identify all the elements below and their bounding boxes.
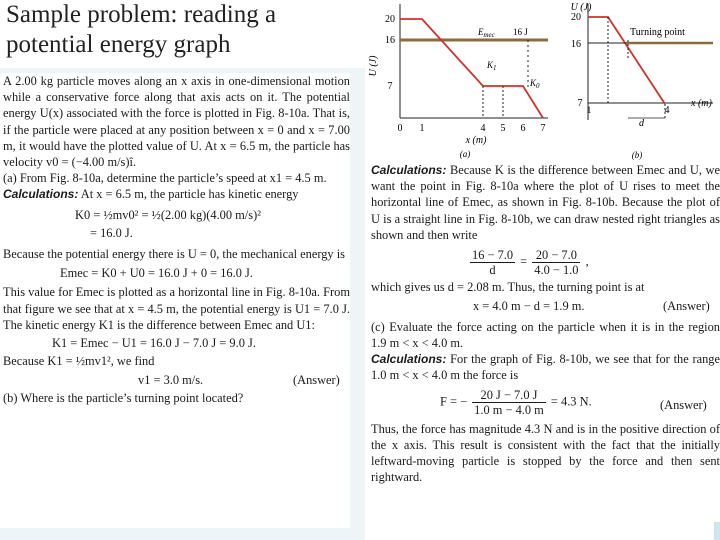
graph-a-ytick-16: 16 xyxy=(385,35,395,46)
equation-k0: K0 = ½mv0² = ½(2.00 kg)(4.00 m/s)² xyxy=(75,207,261,222)
title-line-2: potential energy graph xyxy=(6,31,231,58)
question-b: (b) Where is the particle’s turning point located? xyxy=(3,391,244,406)
slide-title xyxy=(6,0,276,60)
paragraph-force-range xyxy=(368,351,720,383)
paragraph-conclusion: Thus, the force has magnitude 4.3 N and is in the positive direction of the x axis. This result is consistent with the fact that the initially leftward-moving particle is stopped by the force and then sent rightward. xyxy=(371,421,720,485)
graph-b-turning-label: Turning point xyxy=(630,27,685,38)
calc-heading-c: Calculations: xyxy=(371,352,447,367)
graph-a-xtick-6: 6 xyxy=(520,123,526,134)
graph-a-xaxis: x (m) xyxy=(465,135,487,146)
paragraph-mechanical-energy: Because the potential energy there is U = 0, the mechanical energy is xyxy=(3,246,345,261)
calc-text-b: Because K is the difference between Emec and U, we want the point in Fig. 8-10a where the plot of U rises to meet the horizontal line of Emec, as shown in Fig. 8-10b. Because the plot of U is a straight line in Fig. 8-10b, we can draw nested right triangles as shown and then write xyxy=(371,163,720,242)
paragraph-turning-point xyxy=(368,162,720,243)
left-column xyxy=(0,73,350,528)
equation-turning: x = 4.0 m − d = 1.9 m. xyxy=(473,299,585,314)
graph-a-emec-label: $E_{mec}$ xyxy=(478,27,495,39)
calc-text-c: For the graph of Fig. 8-10b, we see that for the range 1.0 m < x < 4.0 m the force is xyxy=(371,352,720,383)
equation-force xyxy=(440,388,720,417)
answer-label-c: (Answer) xyxy=(660,397,707,412)
equation-k0-result: = 16.0 J. xyxy=(90,226,133,241)
graph-b-xaxis: x (m) xyxy=(691,98,712,109)
force-num: 20 J − 7.0 J xyxy=(472,388,546,403)
force-rhs: = 4.3 N. xyxy=(550,393,592,408)
graph-a-ytick-7: 7 xyxy=(387,81,393,92)
calc-heading-b: Calculations: xyxy=(371,163,447,177)
ratio-right-num: 20 − 7.0 xyxy=(532,248,580,263)
paragraph-which-gives: which gives us d = 2.08 m. Thus, the turning point is at xyxy=(371,280,645,295)
answer-label-a: (Answer) xyxy=(293,372,340,387)
graph-b-caption: (b) xyxy=(631,150,643,160)
graph-a-caption: (a) xyxy=(459,149,471,159)
question-c: (c) Evaluate the force acting on the particle when it is in the region 1.9 m < x < 4.0 m. xyxy=(371,319,720,350)
ratio-left-num: 16 − 7.0 xyxy=(472,248,514,263)
graph-a-k0-label: $K_0$ xyxy=(530,78,540,90)
equation-k1: K1 = Emec − U1 = 16.0 J − 7.0 J = 9.0 J. xyxy=(52,335,256,350)
calc-line xyxy=(0,186,350,202)
graph-a-xtick-0: 0 xyxy=(397,123,403,134)
graph-b-ytick-20: 20 xyxy=(571,12,581,23)
graph-b-xtick-4: 4 xyxy=(664,105,670,116)
equation-v1-row xyxy=(0,372,350,389)
equation-turning-row xyxy=(368,298,720,315)
right-column xyxy=(368,162,720,522)
graph-a-xtick-7: 7 xyxy=(540,123,546,134)
force-den: 1.0 m − 4.0 m xyxy=(474,402,544,417)
problem-statement: A 2.00 kg particle moves along an x axis in one-dimensional motion while a conservative force along that axis acts on it. The potential energy U(x) associated with the force is plotted in Fig. 8-10a. That is, if the particle were placed at any position between x = 0 and x = 7.00 m, it would have the plotted value of U. At x = 6.5 m, the particle has velocity v0 = (−4.00 m/s)î. xyxy=(3,74,350,170)
graph-a-yaxis: U (J) xyxy=(368,55,379,77)
graph-a xyxy=(368,0,553,162)
graph-b-xtick-1: 1 xyxy=(586,105,592,115)
calc-text: At x = 6.5 m, the particle has kinetic energy xyxy=(78,187,299,202)
equation-ratio: $\frac{16 - 7.0}{d}$ = $\frac{20 - 7.0}{4.0 - 1.0}$ , xyxy=(472,248,589,278)
graph-b-ytick-7: 7 xyxy=(577,98,583,109)
title-line-1: Sample problem: reading a xyxy=(6,1,277,28)
force-lhs: F = − xyxy=(440,393,468,408)
paragraph-because: Because K1 = ½mv1², we find xyxy=(3,354,155,369)
paragraph-emec-plot: This value for Emec is plotted as a horizontal line in Fig. 8-10a. From that figure we see that at x = 4.5 m, the potential energy is U1 = 7.0 J. The kinetic energy K1 is the difference between Emec and U1: xyxy=(3,285,350,332)
question-a: (a) From Fig. 8-10a, determine the particle’s speed at x1 = 4.5 m. xyxy=(3,171,327,186)
graph-a-xtick-1: 1 xyxy=(419,123,425,134)
graph-a-xtick-4: 4 xyxy=(480,123,486,134)
graph-a-ytick-20: 20 xyxy=(385,14,395,25)
calc-heading: Calculations: xyxy=(3,187,79,202)
equation-emec: Emec = K0 + U0 = 16.0 J + 0 = 16.0 J. xyxy=(60,265,253,280)
ratio-right-den: 4.0 − 1.0 xyxy=(534,263,579,278)
graph-b xyxy=(553,0,720,162)
graph-a-xtick-5: 5 xyxy=(500,123,506,134)
answer-label-b: (Answer) xyxy=(663,299,710,314)
equation-v1: v1 = 3.0 m/s. xyxy=(138,372,204,387)
graph-b-yaxis: U (J) xyxy=(570,2,592,13)
graph-b-d-label: d xyxy=(639,118,644,129)
ratio-left-den: d xyxy=(489,263,496,278)
graph-a-emec-value: 16 J xyxy=(513,27,528,37)
graph-a-k1-label: $K_1$ xyxy=(487,60,497,72)
graph-b-ytick-16: 16 xyxy=(571,39,581,50)
